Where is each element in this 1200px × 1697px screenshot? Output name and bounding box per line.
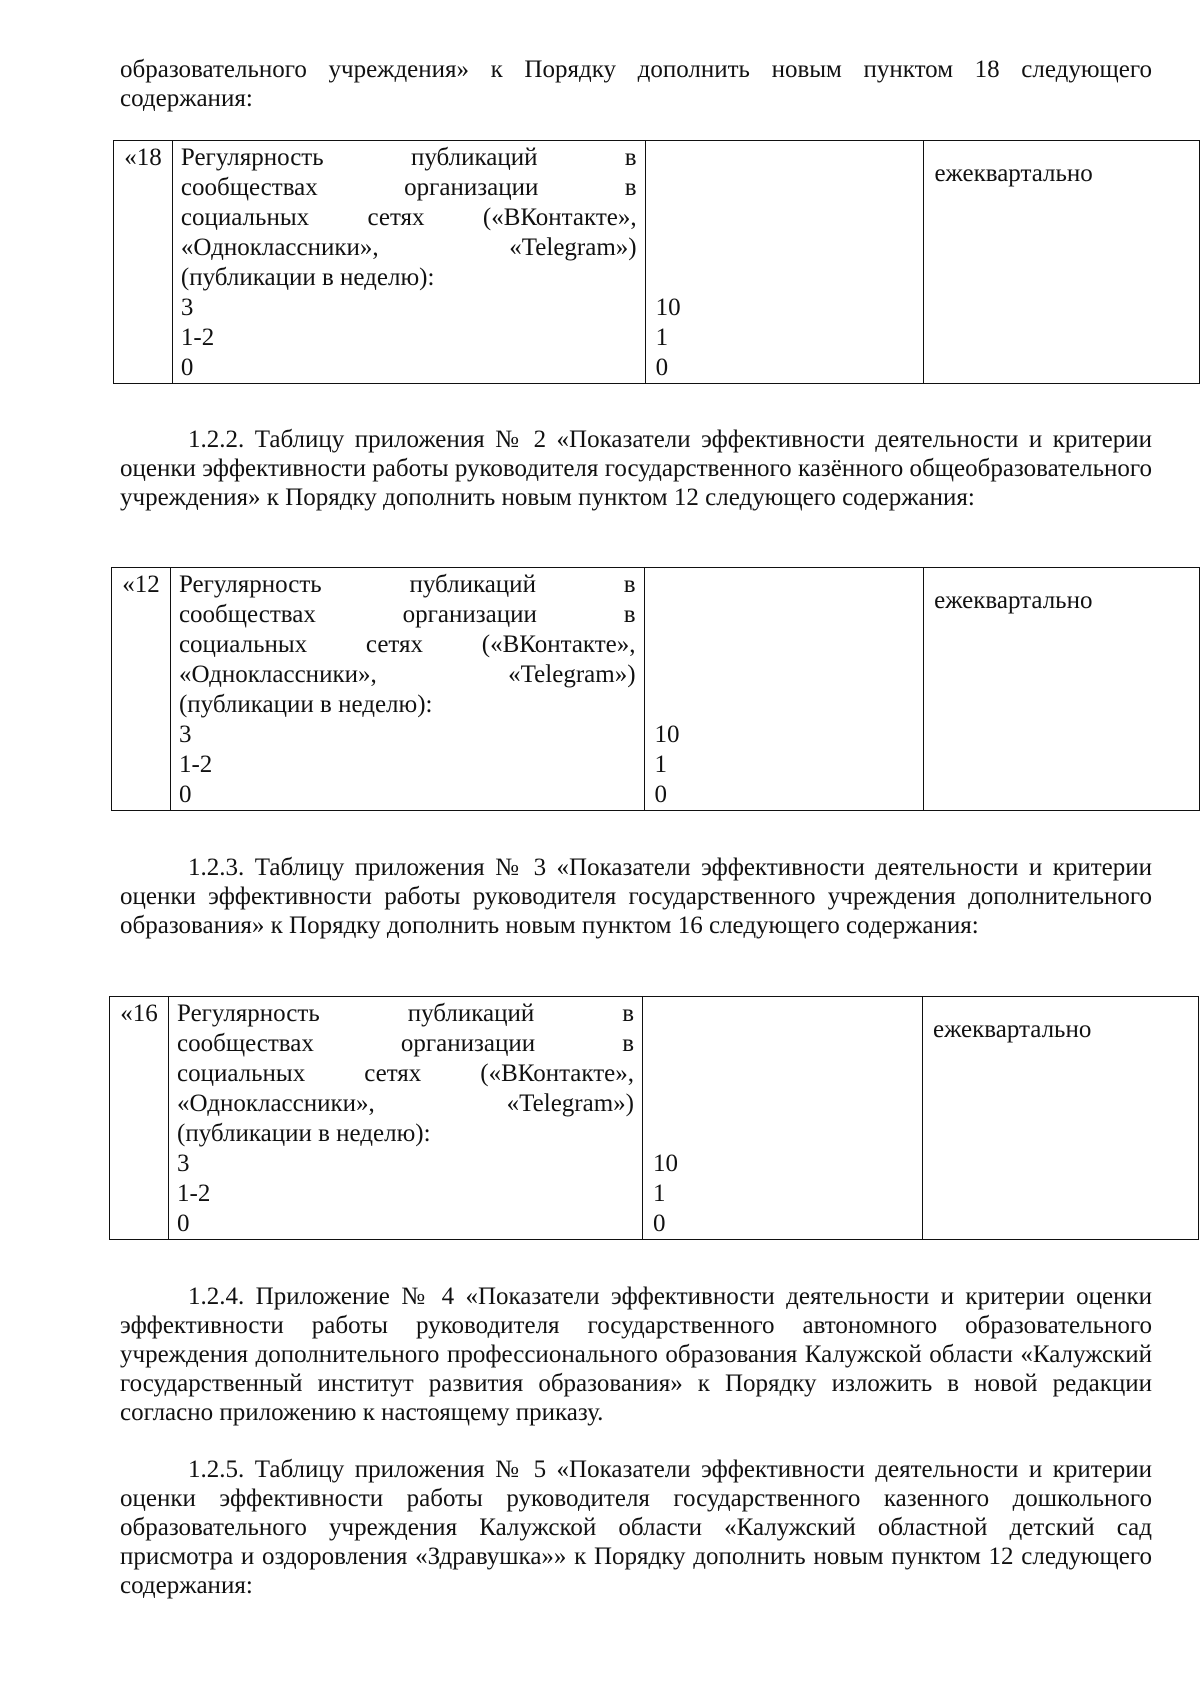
period-cell (924, 568, 1200, 811)
criteria-table-18 (113, 140, 1200, 384)
criterion-description (169, 997, 643, 1240)
score-value: 0 (654, 781, 668, 808)
section-1-2-3: 1.2.3. Таблицу приложения № 3 «Показатели эффективности деятельности и критерии оценки эффективности работы руководителя государственного учреждения дополнительного образования» к Порядку дополнить новым пунктом 16 следующего содержания: (120, 854, 1152, 939)
desc-line: «Одноклассники», «Telegram») (178, 661, 636, 688)
option-value: 3 (180, 294, 194, 321)
item-number: «18 (114, 141, 173, 384)
section-1-2-4: 1.2.4. Приложение № 4 «Показатели эффективности деятельности и критерии оценки эффективности работы руководителя государственного автономного образовательного учреждения дополнительного профессионального образования Калужской области «Калужский государственный институт развития образования» к Порядку изложить в новой редакции согласно приложению к настоящему приказу. (120, 1283, 1152, 1426)
desc-line: социальных сетях («ВКонтакте», (177, 1060, 634, 1087)
score-value: 1 (654, 751, 668, 778)
score-cell (644, 568, 924, 811)
desc-line: сообществах организации в (180, 174, 637, 201)
criterion-description (170, 568, 644, 811)
desc-line: (публикации в неделю): (180, 264, 435, 291)
desc-line: сообществах организации в (178, 601, 636, 628)
option-value: 0 (180, 354, 194, 381)
item-number: «16 (110, 997, 169, 1240)
table-row (112, 568, 1200, 811)
score-cell (643, 997, 923, 1240)
score-value: 0 (653, 1210, 666, 1237)
desc-line: Регулярность публикаций в (178, 571, 636, 598)
option-value: 0 (177, 1210, 190, 1237)
score-value: 1 (655, 324, 669, 351)
score-value: 0 (655, 354, 669, 381)
table-row (110, 997, 1199, 1240)
desc-line: (публикации в неделю): (177, 1120, 431, 1147)
score-value: 10 (653, 1150, 678, 1177)
score-value: 10 (655, 294, 681, 321)
option-value: 0 (178, 781, 192, 808)
option-value: 3 (178, 721, 192, 748)
period-cell (924, 141, 1200, 384)
section-1-2-5: 1.2.5. Таблицу приложения № 5 «Показатели эффективности деятельности и критерии оценки эффективности работы руководителя государственного казенного дошкольного образовательного учреждения Калужской области «Калужский областной детский сад присмотра и оздоровления «Здравушка»» к Порядку дополнить новым пунктом 12 следующего содержания: (120, 1456, 1152, 1599)
table-row (114, 141, 1200, 384)
item-number: «12 (112, 568, 171, 811)
option-value: 1-2 (177, 1180, 211, 1207)
desc-line: «Одноклассники», «Telegram») (177, 1090, 634, 1117)
period-value: ежеквартально (934, 587, 1093, 614)
option-value: 1-2 (178, 751, 213, 778)
criteria-table-12 (111, 567, 1200, 811)
period-value: ежеквартально (933, 1016, 1092, 1043)
option-value: 1-2 (180, 324, 215, 351)
score-value: 10 (654, 721, 680, 748)
score-cell (645, 141, 924, 384)
desc-line: сообществах организации в (177, 1030, 634, 1057)
intro-paragraph: образовательного учреждения» к Порядку дополнить новым пунктом 18 следующего содержания: (120, 56, 1152, 112)
desc-line: социальных сетях («ВКонтакте», (180, 204, 637, 231)
desc-line: социальных сетях («ВКонтакте», (178, 631, 636, 658)
option-value: 3 (177, 1150, 190, 1177)
desc-line: Регулярность публикаций в (180, 144, 637, 171)
section-1-2-2: 1.2.2. Таблицу приложения № 2 «Показатели эффективности деятельности и критерии оценки эффективности работы руководителя государственного казённого общеобразовательного учреждения» к Порядку дополнить новым пунктом 12 следующего содержания: (120, 426, 1152, 511)
criteria-table-16 (109, 996, 1199, 1240)
criterion-description (172, 141, 645, 384)
desc-line: Регулярность публикаций в (177, 1000, 634, 1027)
period-cell (923, 997, 1199, 1240)
period-value: ежеквартально (934, 160, 1093, 187)
desc-line: (публикации в неделю): (178, 691, 433, 718)
score-value: 1 (653, 1180, 666, 1207)
desc-line: «Одноклассники», «Telegram») (180, 234, 637, 261)
